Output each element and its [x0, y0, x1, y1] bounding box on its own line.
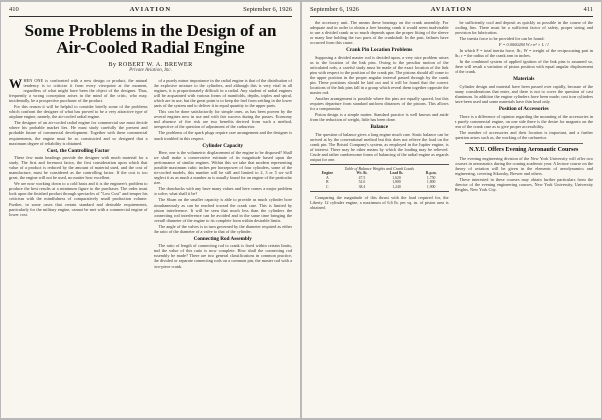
- table-cell: 1,880: [392, 180, 401, 185]
- section-heading-connecting-rod: Connecting Rod Assembly: [193, 235, 252, 242]
- table-cell: 1,240: [392, 184, 401, 189]
- paragraph: In which F = total inertia force, lb.; W = weight of the reciprocating part in lb.; r = the radius of the crank arm in inches.: [454, 48, 593, 59]
- table-header-cell: Wt. lb.: [356, 171, 368, 176]
- left-column-1: [9, 78, 148, 414]
- paragraph: These interested in these courses may obtain further particulars from the director of the evening engineering courses, New York University, University Heights, New York City.: [454, 177, 593, 193]
- inertia-equation: F = 0.0000284 W r n² × L / l: [498, 42, 549, 48]
- right-column-1: [310, 20, 449, 414]
- paragraph: The ratio of length of connecting rod to crank is fixed within certain limits, and the value of this ratio is now complete. How shall the connecting rod assembly be made? There are two general classifications in common practice, the divided or separate connecting rods on a common pin, the master rod with a two-piece crank.: [153, 243, 292, 269]
- right-column-2: [455, 20, 594, 414]
- table-cell: 1,800: [426, 180, 436, 185]
- paragraph: The drawbacks with any have many values and here comes a major problem to solve; what shall it be?: [153, 186, 292, 197]
- left-header-rule: [9, 16, 292, 17]
- paragraph: We are now working down to a cold basis and it is the engineer's problem to produce the best results at a minimum figure to the purchaser. The order must look upon the finished product through spectacles of "Low Cost" and temper his criticism with the mindfulness of comparatively small production volume. Further, in some cases that certain standard and desirable requirements, particularly for the military engine, cannot be met with a commercial engine of lower cost.: [9, 181, 148, 217]
- table-cell: 1,750: [426, 175, 436, 180]
- paragraph: There is a difference of opinion regarding the mounting of the accessories in a purely commercial engine, on one side there is the desire for magneto on the rear of the crank case as to give proper accessibility.: [454, 113, 593, 129]
- section-heading-materials: Materials: [513, 76, 535, 83]
- table-cell: C: [326, 184, 329, 189]
- table-cell: 47.5: [358, 175, 366, 180]
- left-column-2: [154, 78, 293, 414]
- table-cell: B: [326, 180, 329, 185]
- table-caption: Table of Balance Weights and Crank Loads: [344, 166, 414, 172]
- table-row: [310, 185, 449, 190]
- article-title: [11, 22, 290, 56]
- drop-cap: W: [9, 78, 22, 91]
- section-heading-cost: Cost, the Controlling Factor: [47, 147, 110, 154]
- right-page-number: 411: [583, 6, 593, 13]
- paragraph: Supposing a divided master rod is decided upon, a very nice problem arises as to the location of the link pins. Owing to the peculiar motion of the articulated rods, a careful study must be made of the exact location of the link pins with respect to the position of the crank pin. The pistons should all come to the upper position in the proper angular interval passed through by the crank pin. These positions should be laid out and it will be found that the correct locations of the link pins fall in a group which reveal them together opposite the master rod.: [310, 54, 449, 96]
- left-page-number: 410: [9, 6, 19, 13]
- section-heading-accessories: Position of Accessories: [498, 106, 549, 113]
- paragraph: The question of balance gives a long engine much care. Static balance can be arrived at by the conventional method but this does not relieve the load on the crank pin. The Bristol Company's system, as employed in the Jupiter engine, is of interest. There may be other means by which the loading may be relieved. Crude and rather cumbersome forms of balancing of the radial engine as regards output for one.: [310, 131, 449, 163]
- paragraph: In the combined system of applied ignition of the link pins is assumed so, there will result a variation of piston position with equal angular displacement of the crank.: [454, 59, 593, 75]
- section-heading-cylinder-capacity: Cylinder Capacity: [202, 142, 244, 149]
- left-journal-name: AVIATION: [129, 6, 172, 13]
- paragraph: Comparing the magnitude of this thrust with the load required for, the Liberty 12 cylinder engine, a maximum of 6,6 lb. per sq. in. of piston area is obtained.: [310, 194, 449, 210]
- right-header-rule: [310, 16, 593, 17]
- table-cell: 1,900: [426, 184, 436, 189]
- paragraph: Piston design is a simple matter. Standard practice is well known and aside from the reduction of weight, little has been done.: [310, 112, 449, 123]
- right-issue-date: September 6, 1926: [310, 6, 359, 13]
- right-journal-name: AVIATION: [430, 6, 473, 13]
- table-cell: 52.0: [358, 180, 366, 185]
- paragraph: The number of accessories and their location is important, and a further question arises such as, the working of the carburetor.: [454, 129, 593, 140]
- table-cell: 38.4: [358, 184, 366, 189]
- left-page-columns: [9, 78, 292, 414]
- table-header-cell: R.p.m.: [425, 171, 437, 176]
- right-page-columns: [310, 20, 593, 414]
- nyu-article-title: N.Y.U. Offers Evening Aeronautic Courses: [469, 146, 579, 153]
- paragraph: These few main headings provide the designer with much material for a study. The first and foremost factor, the first consideration upon which that value of a product is reduced by the amount of material used, and the cost of manufacture, must be considered as the controlling factor. If the cost is too great, the engine will not be used, no matter how excellent.: [9, 155, 148, 181]
- author-affiliation: Private Aviation, Inc.: [129, 68, 172, 73]
- paragraph: The evening engineering division of the New York University will offer two courses in aeronautics during the coming academic year. A lecture course on the theory of aviation will be given in the elements of aerodynamics and engineering, covering Sikorsky, Brewer and others.: [454, 155, 593, 177]
- paragraph: The problems of the spark plugs require care arrangement and the designer is much troubled in this respect.: [153, 130, 292, 141]
- article-byline: By ROBERT W. A. BREWER: [108, 61, 193, 68]
- balance-table: [310, 164, 449, 191]
- article-title-line2: Air-Cooled Radial Engine: [56, 38, 245, 57]
- paragraph: The angle of the valves is in turn governed by the diameter required as either the ratio of the diameter of a valve to that of the cylinder.: [153, 223, 292, 234]
- section-heading-crank-pin: Crank Pin Location Problems: [346, 47, 413, 54]
- article-separator: [465, 143, 584, 144]
- table-header-cell: Engine: [321, 171, 334, 176]
- left-issue-date: September 6, 1926: [243, 6, 292, 13]
- left-page-header: [9, 6, 292, 16]
- paragraph: The designer of an air-cooled radial engine for commercial use must decide where his probable market lies. He must study carefully the present and probable future of commercial development. Together with these commercial requirements, the engine must be so constructed and so designed that a maximum degree of reliability is obtained.: [9, 120, 148, 146]
- paragraph: This can be done satisfactorily for simple ones, as has been proven by the several engines now in use and with fair success during the passes. Economy and absence of fire risk are two benefits derived from such a method, irrespective of the question of adjustment of the carburetor.: [153, 109, 292, 130]
- table-cell: A: [325, 175, 329, 180]
- table-header-cell: Load lb.: [389, 171, 404, 176]
- right-page-header: [310, 6, 593, 16]
- paragraph: The inertia force to be provided for can be found:: [459, 36, 545, 42]
- article-title-line1: Some Problems in the Design of an: [24, 21, 277, 40]
- paragraph: The Sloan on the smaller capacity is able to provide as much cylinder bore simultaneously as can be reached toward the crank case. This is limited by piston interference. It will be seen that much less than the cylinders the connecting rod interference can be avoided and in the same time bringing the overall diameter of the engine to its complete form within desirable limits.: [153, 197, 292, 223]
- paragraph: For this reason it will be helpful to consider briefly some of the problems which confront the designer of what has proved to be a very attractive type of airplane engine, namely, the air-cooled radial engine.: [9, 104, 148, 120]
- left-page: [1, 2, 300, 418]
- paragraph: Here, one is the volumetric displacement of the engine to be disposed? Shall we shall make a conservative estimate of its magnitude based upon the performance of similar engines. Within this we take that modern representing possible maximum cubic inches per horsepower of four cylinders, some of the air-cooled models, this number will be still and limited to 2, 3 or 5 we will neglect it as as much a number as is usually found for an engine of the particular size.: [153, 150, 292, 186]
- right-page: [302, 2, 601, 418]
- intro-paragraph: WHEN ONE is confronted with a new design or product, the natural tendency is to criticize it from every viewpoint at the moment, regardless of what might have been the object of the designer. Thus, frequently a wrong conception arises in the mind of the critic, who may, incidentally, be a prospective purchaser of the product.: [9, 78, 148, 104]
- paragraph: the accessory unit. The means these bearings on the crank assembly. For adequate and in order to obtain a free bearing crank it would seem inadvisable to use a divided crank as so much depends upon the proper fitting of the sleeve or many line holding the two parts of the crankshaft. In the past, failures have occurred from this cause.: [310, 20, 449, 46]
- table-cell: 1,620: [392, 175, 401, 180]
- paragraph: Cylinder design and material have been passed over rapidly, because of the many considerations that enter, and there is not to cover the question of cast aluminum. In addition the engine cylinders have been made; cast iron cylinders have been used and some materials have thin head only.: [454, 83, 593, 105]
- paragraph: Another arrangement is possible where the pins are equally spaced, but this requires departure from standard uniform distances of the pistons. This allows for a compromise.: [310, 96, 449, 112]
- paragraph: be sufficiently cool and deposit as quickly as possible in the course of the cooling fins. There must be a sufficient factor of safety, proper sizing and provision for lubrication.: [454, 20, 593, 36]
- paragraph: of a purely minor importance in the radial engine is that of the distribution of the explosive mixture to the cylinders, and although this is very vital in all engines, it is proportionately difficult in a radial. Any student of radial engines will be acquainted with various forms of manifolds, depths, triples and spiral, which are in use, but the great point is to keep the fuel from settling in the lower parts of the system and to deliver it in equal quantity to the upper parts.: [153, 78, 292, 109]
- section-heading-balance: Balance: [370, 124, 389, 131]
